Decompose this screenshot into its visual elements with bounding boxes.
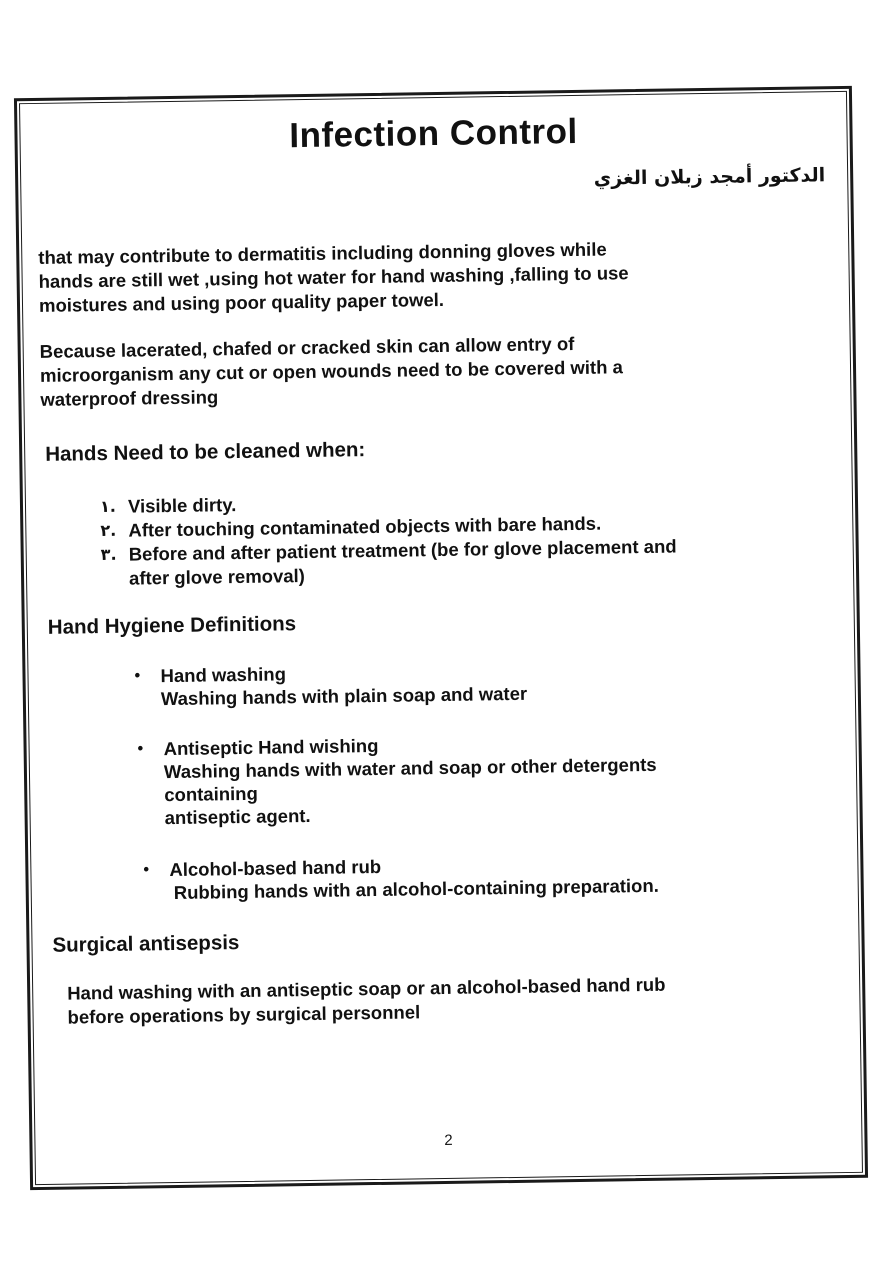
intro-paragraph-2 [40,330,741,412]
text-line: hands are still wet ,using hot water for hand washing ,falling to use [38,262,629,292]
list-item [100,509,760,543]
text-line: moistures and using poor quality paper towel. [38,288,445,316]
text-line: Washing hands with plain soap and water [160,682,528,710]
list-number: ١. [99,496,116,517]
list-item [100,485,760,519]
text-line: waterproof dressing [40,386,219,410]
text-line: before operations by surgical personnel [67,1001,421,1028]
page-border-frame [14,86,868,1190]
bullet-icon: • [143,861,150,879]
definition-item-alcohol-rub [143,850,744,905]
definition-item-hand-washing [134,656,735,711]
bullet-icon: • [137,740,144,758]
text-line: antiseptic agent. [164,804,311,829]
section-heading-surgical: Surgical antisepsis [52,931,240,957]
intro-paragraph-1 [38,236,739,318]
definition-item-antiseptic [137,729,738,830]
section-heading-definitions: Hand Hygiene Definitions [47,612,297,639]
page-number: 2 [444,1131,453,1150]
list-item-text [129,534,678,590]
text-line: Before and after patient treatment (be for glove placement and [128,535,677,565]
list-item-text: After touching contaminated objects with bare hands. [128,512,602,541]
definition-term: Alcohol-based hand rub [169,855,382,881]
surgical-paragraph [67,971,768,1029]
list-item-text: Visible dirty. [127,494,237,517]
section-heading-hands-cleaned: Hands Need to be cleaned when: [45,438,366,466]
definition-description [138,752,739,830]
page-title: Infection Control [289,111,579,156]
definition-description [144,873,744,905]
definition-description [135,679,735,711]
author-name-arabic: الدكتور أمجد زبلان الغزي [593,164,826,190]
definition-term: Hand washing [160,663,287,687]
text-line: microorganism any cut or open wounds need to be covered with a [39,356,624,386]
numbered-list [100,485,761,591]
text-line: Rubbing hands with an alcohol-containing preparation. [173,874,659,903]
page-content [14,86,868,1190]
text-line: Washing hands with water and soap or other detergents [163,753,657,783]
text-line: Because lacerated, chafed or cracked skin can allow entry of [39,332,575,362]
list-number: ٢. [100,520,117,541]
text-line: containing [164,782,258,806]
text-line: Hand washing with an antiseptic soap or an alcohol-based hand rub [67,973,666,1004]
bullet-icon: • [134,667,141,685]
text-line: after glove removal) [128,565,306,589]
definition-term: Antiseptic Hand wishing [163,734,379,760]
list-number: ٣. [100,544,117,565]
text-line: that may contribute to dermatitis including donning gloves while [38,238,607,268]
list-item [101,533,762,591]
